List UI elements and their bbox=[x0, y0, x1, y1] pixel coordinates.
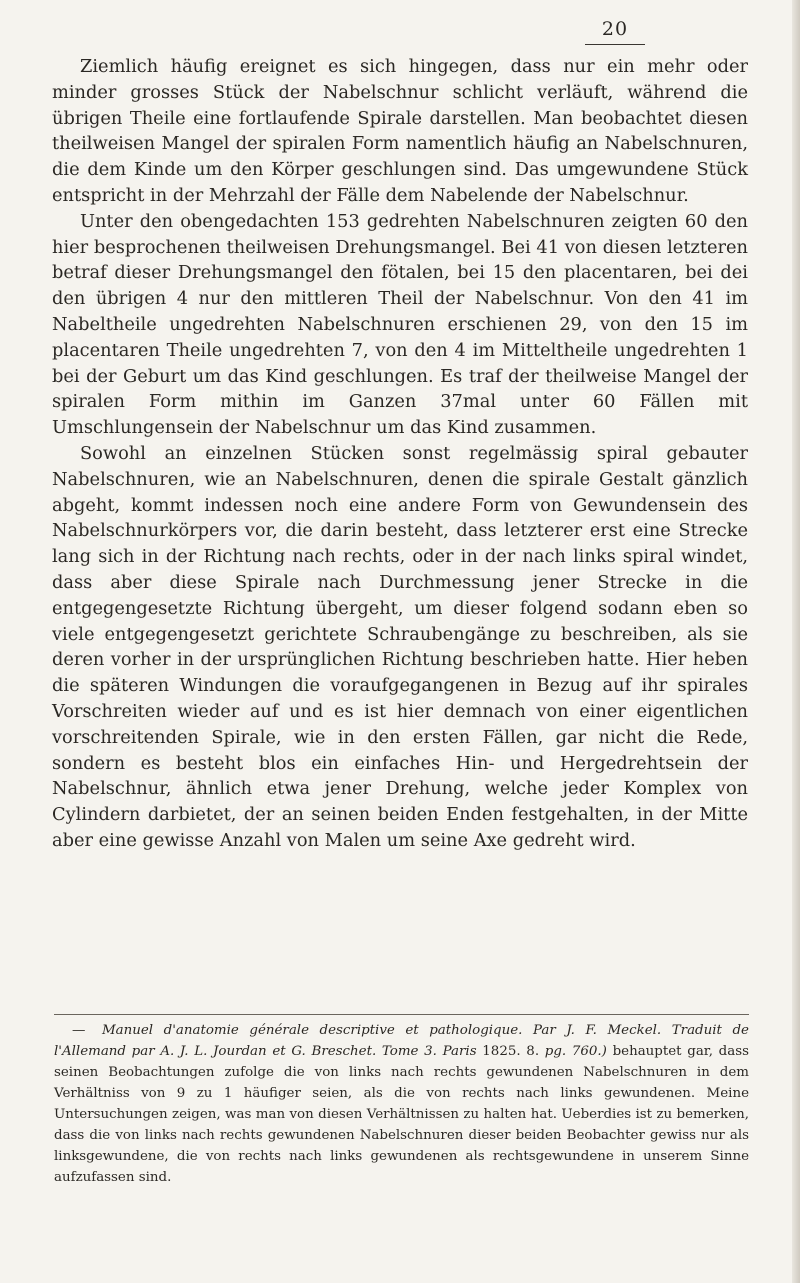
footnote-year: 1825. 8. bbox=[482, 1044, 540, 1059]
paragraph-3: Sowohl an einzelnen Stücken sonst regelmässig spiral gebauter Nabelschnuren, wie an Nabelschnuren, denen die spirale Gestalt gänzlich abgeht, kommt indessen noch eine andere Form von Gewundensein des Nabelschnurkörpers vor, die darin besteht, dass letzterer erst eine Strecke lang sich in der Richtung nach rechts, oder in der nach links spiral windet, dass aber diese Spirale nach Durchmessung jener Strecke in die entgegengesetzte Richtung übergeht, um dieser folgend sodann eben so viele entgegengesetzt gerichtete Schraubengänge zu beschreiben, als sie deren vorher in der ursprünglichen Richtung beschrieben hatte. Hier heben die späteren Windungen die voraufgegangenen in Bezug auf ihr spirales Vorschreiten wieder auf und es ist hier demnach von einer eigentlichen vorschreitenden Spirale, wie in den ersten Fällen, gar nicht die Rede, sondern es besteht blos ein einfaches Hin- und Hergedrehtsein der Nabelschnur, ähnlich etwa jener Drehung, welche jeder Komplex von Cylindern darbietet, der an seinen beiden Enden festgehalten, in der Mitte aber eine gewisse Anzahl von Malen um seine Axe gedreht wird. bbox=[52, 442, 748, 851]
page-number: 20 bbox=[601, 18, 629, 40]
footnote-by: Par bbox=[532, 1023, 556, 1038]
footnote-volume: Tome 3. bbox=[381, 1044, 437, 1059]
footnote-author: J. F. Meckel. bbox=[566, 1023, 662, 1038]
page-edge-shadow bbox=[792, 0, 800, 1283]
footnote-translators: A. J. L. Jourdan et G. Breschet. bbox=[160, 1044, 377, 1059]
paragraph-2: Unter den obengedachten 153 gedrehten Nabelschnuren zeigten 60 den hier besprochenen theilweisen Drehungsmangel. Bei 41 von diesen letzteren betraf dieser Drehungsmangel den fötalen, bei 15 den placentaren, bei dei den übrigen 4 nur den mittleren Theil der Nabelschnur. Von den 41 im Nabeltheile ungedrehten Nabelschnuren erschienen 29, von den 15 im placentaren Theile ungedrehten 7, von den 4 im Mitteltheile ungedrehten 1 bei der Geburt um das Kind geschlungen. Es traf der theilweise Mangel der spiralen Form mithin im Ganzen 37mal unter 60 Fällen mit Umschlungensein der Nabelschnur um das Kind zusammen. bbox=[52, 210, 748, 439]
page-number-underline bbox=[585, 44, 645, 45]
footnote-place: Paris bbox=[442, 1044, 477, 1059]
footnote-citation-title: Manuel d'anatomie générale descriptive et pathologique. bbox=[101, 1023, 523, 1038]
footnote-dash: — bbox=[72, 1023, 86, 1038]
footnote-body: behauptet gar, dass seinen Beobachtungen zufolge die von links nach rechts gewundenen Nabelschnuren in dem Verhältniss von 9 zu 1 häufiger seien, als die von rechts nach links gewundenen. Meine Untersuchungen zeigen, was man von diesen Verhältnissen zu halten hat. Ueberdies ist zu bemerken, dass die von links nach rechts gewundenen Nabelschnuren dieser beiden Beobachter gewiss nur als linksgewundene, die von rechts nach links gewundenen als rechtsgewundene in unserem Sinne aufzufassen sind. bbox=[54, 1044, 749, 1185]
footnote-translated: Traduit de l'Allemand par bbox=[54, 1023, 749, 1059]
footnote-page-ref: pg. 760.) bbox=[544, 1044, 607, 1059]
paragraph-1: Ziemlich häufig ereignet es sich hingegen, dass nur ein mehr oder minder grosses Stück der Nabelschnur schlicht verläuft, während die übrigen Theile eine fortlaufende Spirale darstellen. Man beobachtet diesen theilweisen Mangel der spiralen Form namentlich häufig an Nabelschnuren, die dem Kinde um den Körper geschlungen sind. Das umgewundene Stück entspricht in der Mehrzahl der Fälle dem Nabelende der Nabelschnur. bbox=[52, 56, 748, 206]
footnote bbox=[54, 1020, 749, 1188]
footnote-text bbox=[54, 1020, 749, 1188]
main-text bbox=[52, 54, 748, 854]
footnote-separator bbox=[54, 1014, 749, 1015]
